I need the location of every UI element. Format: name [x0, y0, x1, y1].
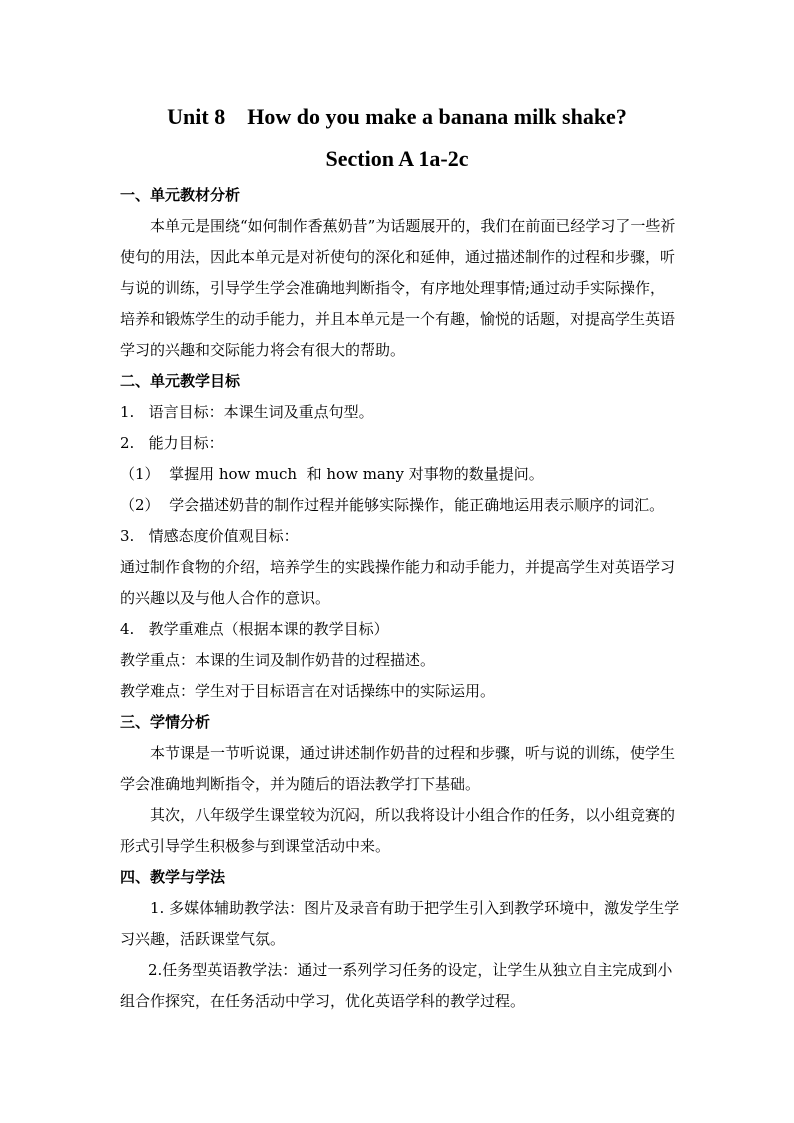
document-subtitle: Section A 1a-2c: [325, 146, 469, 171]
document-body: [120, 180, 680, 1017]
method-paragraph-1: 1. 多媒体辅助教学法：图片及录音有助于把学生引入到教学环境中，激发学生学习兴趣，活跃课堂气氛。: [120, 899, 680, 948]
textbook-analysis-paragraph: 本单元是围绕“如何制作香蕉奶昔”为话题展开的，我们在前面已经学习了一些祈使句的用法，因此本单元是对祈使句的深化和延伸，通过描述制作的过程和步骤，听与说的训练，引导学生学会准确地判断指令，有序地处理事情;通过动手实际操作，培养和锻炼学生的动手能力，并且本单元是一个有趣，愉悦的话题，对提高学生英语学习的兴趣和交际能力将会有很大的帮助。: [120, 217, 676, 359]
document-title: Unit 8 How do you make a banana milk shake?: [167, 104, 627, 129]
key-point-text: 教学重点：本课的生词及制作奶昔的过程描述。: [120, 651, 436, 669]
goal-item-attitude: 3. 情感态度价值观目标：: [120, 527, 299, 545]
goal-item-language: 1. 语言目标：本课生词及重点句型。: [120, 403, 374, 421]
method-paragraph-2: 2.任务型英语教学法：通过一系列学习任务的设定，让学生从独立自主完成到小组合作探究，在任务活动中学习，优化英语学科的教学过程。: [120, 961, 673, 1010]
ability-subitem-2: （2） 学会描述奶昔的制作过程并能够实际操作，能正确地运用表示顺序的词汇。: [120, 496, 665, 514]
section-heading-methods: 四、教学与学法: [120, 868, 226, 886]
section-heading-textbook-analysis: 一、单元教材分析: [120, 186, 241, 204]
learner-analysis-paragraph-1: 本节课是一节听说课，通过讲述制作奶昔的过程和步骤，听与说的训练，使学生学会准确地判断指令，并为随后的语法教学打下基础。: [120, 744, 676, 793]
ability-subitem-1: （1） 掌握用 how much 和 how many 对事物的数量提问。: [120, 465, 544, 483]
goal-item-ability: 2. 能力目标：: [120, 434, 224, 452]
attitude-goal-text: 通过制作食物的介绍，培养学生的实践操作能力和动手能力，并提高学生对英语学习的兴趣以及与他人合作的意识。: [120, 558, 676, 607]
difficult-point-text: 教学难点：学生对于目标语言在对话操练中的实际运用。: [120, 682, 496, 700]
section-heading-teaching-goals: 二、单元教学目标: [120, 372, 241, 390]
section-heading-learner-analysis: 三、学情分析: [120, 713, 211, 731]
goal-item-key-difficult: 4. 教学重难点（根据本课的教学目标）: [120, 620, 389, 638]
learner-analysis-paragraph-2: 其次，八年级学生课堂较为沉闷，所以我将设计小组合作的任务，以小组竞赛的形式引导学生积极参与到课堂活动中来。: [120, 806, 676, 855]
